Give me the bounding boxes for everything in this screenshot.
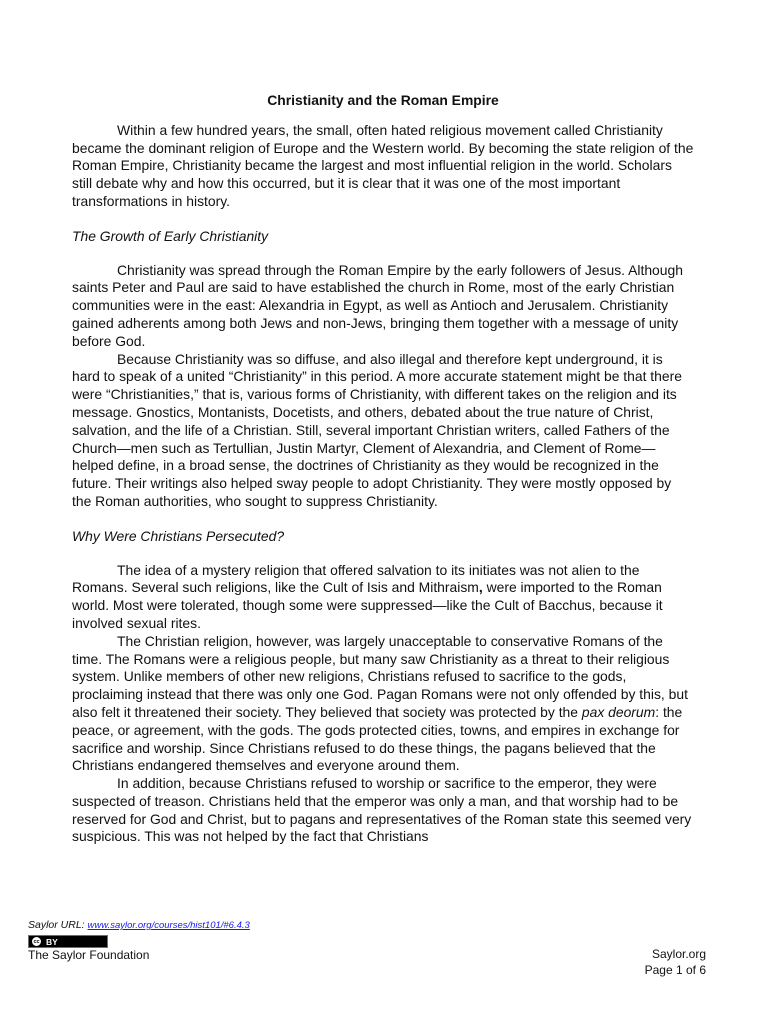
intro-paragraph: Within a few hundred years, the small, often hated religious movement called Christianity became the dominant religion of Europe and the Western world. By becoming the state religion of the Roman Empire, Christianity became the largest and most influential religion in the world. Scholars still debate why and how this occurred, but it is clear that it was one of the most important transformations in history. xyxy=(72,121,694,209)
persecuted-paragraph-2-part-a: The Christian religion, however, was largely unacceptable to conservative Romans of the time. The Romans were a religious people, but many saw Christianity as a threat to their religious system. Unlike members of other new religions, Christians refused to sacrifice to the gods, proclaiming instead that there was only one God. Pagan Romans were not only offended by this, but also felt it threatened their society. They believed that society was protected by the xyxy=(72,632,688,720)
site-name: Saylor.org xyxy=(651,947,706,961)
persecuted-paragraph-2-part-b: : the peace, or agreement, with the gods. The gods protected cities, towns, and empires in exchange for sacrifice and worship. Since Christians refused to do these things, the pagans believed that the Christians endangered themselves and everyone around them. xyxy=(72,703,683,774)
foundation-name: The Saylor Foundation xyxy=(28,948,150,962)
footer-left xyxy=(28,918,250,962)
persecuted-paragraph-3: In addition, because Christians refused to worship or sacrifice to the emperor, they were suspected of treason. Christians held that the emperor was only a man, and that worship had to be reserved for God and Christ, but to pagans and representatives of the Roman state this seemed very suspicious. This was not helped by the fact that Christians xyxy=(72,775,692,845)
saylor-url-line xyxy=(28,918,250,933)
section-heading-growth: The Growth of Early Christianity xyxy=(72,227,269,244)
document-title: Christianity and the Roman Empire xyxy=(267,92,499,108)
persecuted-paragraph-1-bold-comma: , xyxy=(478,579,483,596)
page-number: Page 1 of 6 xyxy=(644,962,706,977)
creative-commons-icon: cc xyxy=(31,936,42,947)
saylor-url-link[interactable]: www.saylor.org/courses/hist101/#6.4.3 xyxy=(87,920,250,931)
persecuted-paragraph-1 xyxy=(72,562,694,633)
growth-paragraph-1: Christianity was spread through the Roman Empire by the early followers of Jesus. Although saints Peter and Paul are said to have established the church in Rome, most of the early Christian communities were in the east: Alexandria in Egypt, as well as Antioch and Jerusalem. Christianity gained adherents among both Jews and non-Jews, bringing them together with a message of unity before God. xyxy=(72,261,683,349)
section-heading-persecuted: Why Were Christians Persecuted? xyxy=(72,527,285,544)
cc-by-label: BY xyxy=(46,936,58,947)
saylor-url-label: Saylor URL: xyxy=(28,919,88,931)
footer-right xyxy=(645,947,706,978)
growth-paragraph-2: Because Christianity was so diffuse, and also illegal and therefore kept underground, it is hard to speak of a united “Christianity” in this period. A more accurate statement might be that there were “Christianities,” that is, various forms of Christianity, with different takes on the religion and its message. Gnostics, Montanists, Docetists, and others, debated about the true nature of Christ, salvation, and the life of a Christian. Still, several important Christian writers, called Fathers of the Church—men such as Tertullian, Justin Martyr, Clement of Alexandria, and Clement of Rome—helped define, in a broad sense, the doctrines of Christianity as they would be recognized in the future. Their writings also helped sway people to adopt Christianity. They were mostly opposed by the Roman authorities, who sought to suppress Christianity. xyxy=(72,350,682,509)
persecuted-paragraph-1-part-b: were imported to the Roman world. Most were tolerated, though some were suppressed—like the Cult of Bacchus, because it involved sexual rites. xyxy=(72,579,663,631)
persecuted-paragraph-2 xyxy=(72,633,694,775)
document-body xyxy=(72,92,694,846)
persecuted-paragraph-1-part-a: The idea of a mystery religion that offered salvation to its initiates was not alien to the Romans. Several such religions, like the Cult of Isis and Mithraism xyxy=(72,561,640,596)
pax-deorum-term: pax deorum xyxy=(581,703,656,720)
cc-by-license-badge[interactable] xyxy=(28,935,108,948)
